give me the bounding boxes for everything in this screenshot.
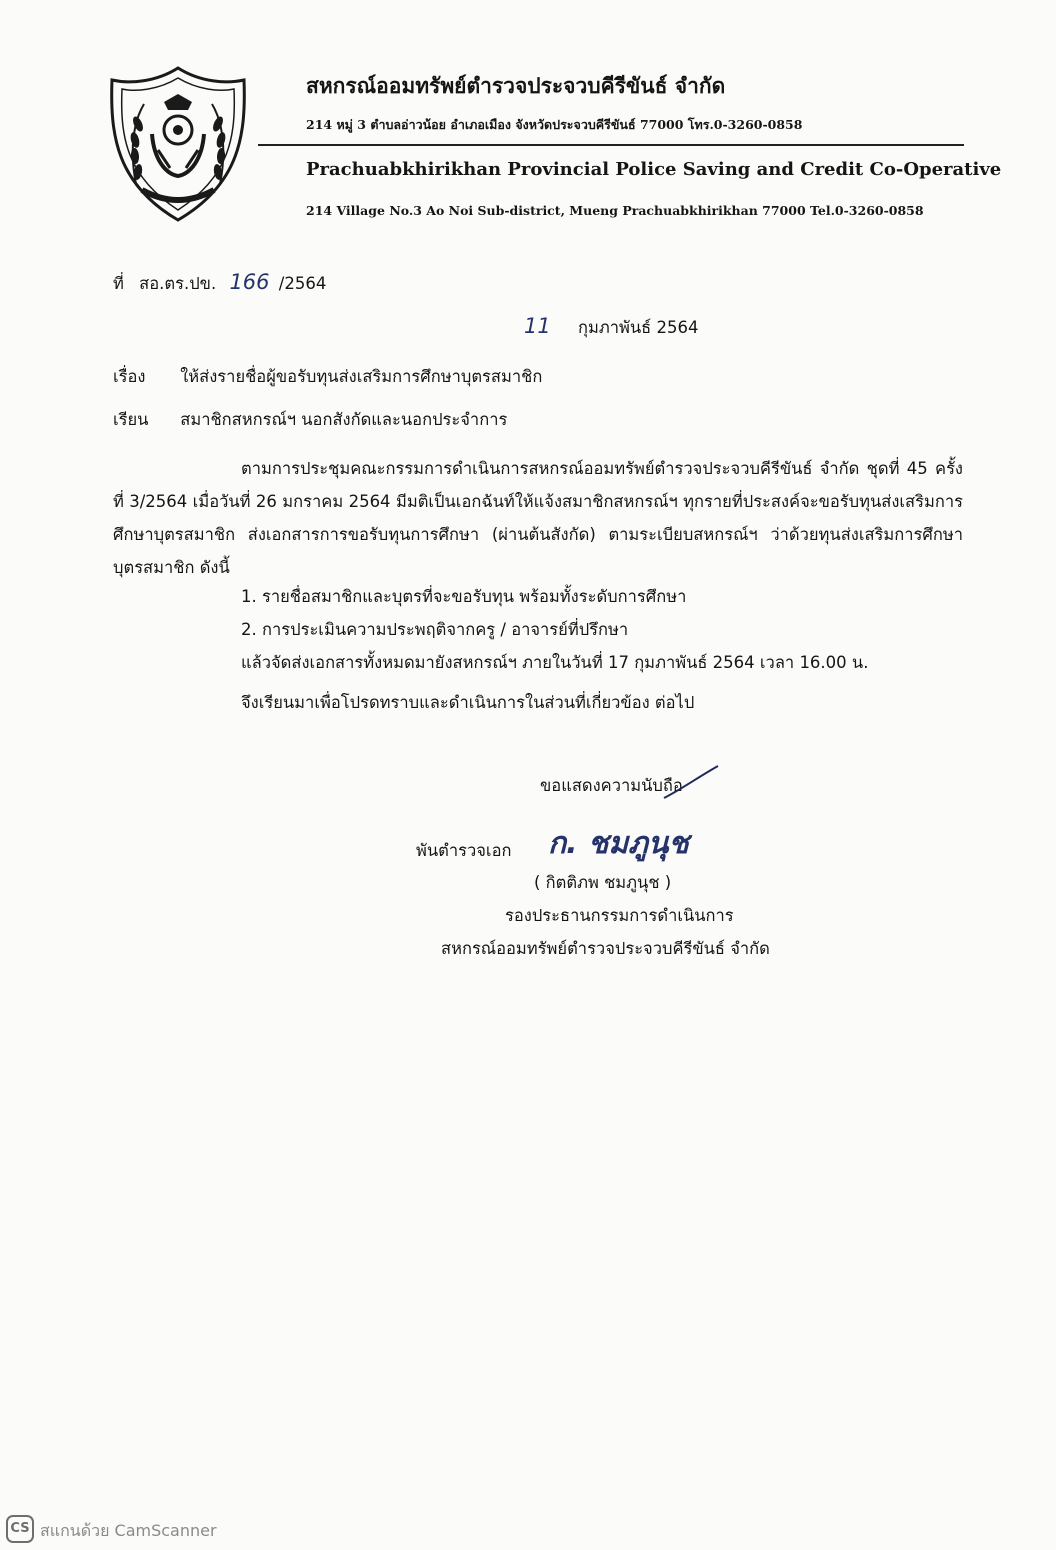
- reference-prefix: สอ.ตร.ปข.: [139, 274, 217, 293]
- date-line: [524, 314, 698, 341]
- org-address-thai: 214 หมู่ 3 ตำบลอ่าวน้อย อำเภอเมือง จังหวัดประจวบคีรีขันธ์ 77000 โทร.0-3260-0858: [306, 117, 803, 132]
- scanner-watermark-text: สแกนด้วย CamScanner: [40, 1521, 217, 1540]
- scanner-footer: [0, 1512, 1056, 1550]
- header-divider: [258, 144, 964, 146]
- handwritten-signature: ก. ชมภูนุช: [548, 826, 689, 861]
- org-address-english: 214 Village No.3 Ao Noi Sub-district, Mueng Prachuabkhirikhan 77000 Tel.0-3260-0858: [306, 203, 924, 218]
- reference-label: ที่: [113, 274, 124, 293]
- addressee-text: สมาชิกสหกรณ์ฯ นอกสังกัดและนอกประจำการ: [180, 410, 508, 429]
- date-day: 11: [524, 314, 551, 338]
- signer-organization: สหกรณ์ออมทรัพย์ตำรวจประจวบคีรีขันธ์ จำกัด: [441, 939, 770, 958]
- signer-rank: พันตำรวจเอก: [416, 841, 512, 860]
- addressee-line: [113, 407, 507, 433]
- signer-position: รองประธานกรรมการดำเนินการ: [505, 906, 734, 925]
- subject-label: เรื่อง: [113, 367, 146, 386]
- list-item-1: 1. รายชื่อสมาชิกและบุตรที่จะขอรับทุน พร้อมทั้งระดับการศึกษา: [241, 587, 687, 606]
- regards-text: ขอแสดงความนับถือ: [540, 776, 683, 795]
- subject-line: [113, 364, 542, 390]
- closing-text: จึงเรียนมาเพื่อโปรดทราบและดำเนินการในส่วนที่เกี่ยวข้อง ต่อไป: [241, 693, 695, 712]
- deadline-text: แล้วจัดส่งเอกสารทั้งหมดมายังสหกรณ์ฯ ภายในวันที่ 17 กุมภาพันธ์ 2564 เวลา 16.00 น.: [241, 653, 869, 672]
- org-name-thai: สหกรณ์ออมทรัพย์ตำรวจประจวบคีรีขันธ์ จำกัด: [306, 73, 726, 98]
- reference-line: [113, 270, 326, 297]
- reference-suffix: /2564: [278, 274, 327, 293]
- addressee-label: เรียน: [113, 410, 149, 429]
- date-month-year: กุมภาพันธ์ 2564: [577, 318, 699, 337]
- camscanner-logo-icon: CS: [6, 1515, 34, 1543]
- subject-text: ให้ส่งรายชื่อผู้ขอรับทุนส่งเสริมการศึกษาบุตรสมาชิก: [180, 367, 543, 386]
- signer-name: ( กิตติภพ ชมภูนุช ): [534, 873, 672, 892]
- signature-flourish-icon: [660, 762, 722, 802]
- body-paragraph: ตามการประชุมคณะกรรมการดำเนินการสหกรณ์ออมทรัพย์ตำรวจประจวบคีรีขันธ์ จำกัด ชุดที่ 45 ครั้งที่ 3/2564 เมื่อวันที่ 26 มกราคม 2564 มีมติเป็นเอกฉันท์ให้แจ้งสมาชิกสหกรณ์ฯ ทุกรายที่ประสงค์จะขอรับทุนส่งเสริมการศึกษาบุตรสมาชิก ส่งเอกสารการขอรับทุนการศึกษา (ผ่านต้นสังกัด) ตามระเบียบสหกรณ์ฯ ว่าด้วยทุนส่งเสริมการศึกษาบุตรสมาชิก ดังนี้: [113, 459, 963, 577]
- reference-number: 166: [229, 270, 270, 294]
- org-name-english: Prachuabkhirikhan Provincial Police Saving and Credit Co-Operative: [306, 159, 1002, 180]
- list-item-2: 2. การประเมินความประพฤติจากครู / อาจารย์ที่ปรึกษา: [241, 620, 629, 639]
- police-cooperative-emblem-icon: [108, 64, 248, 224]
